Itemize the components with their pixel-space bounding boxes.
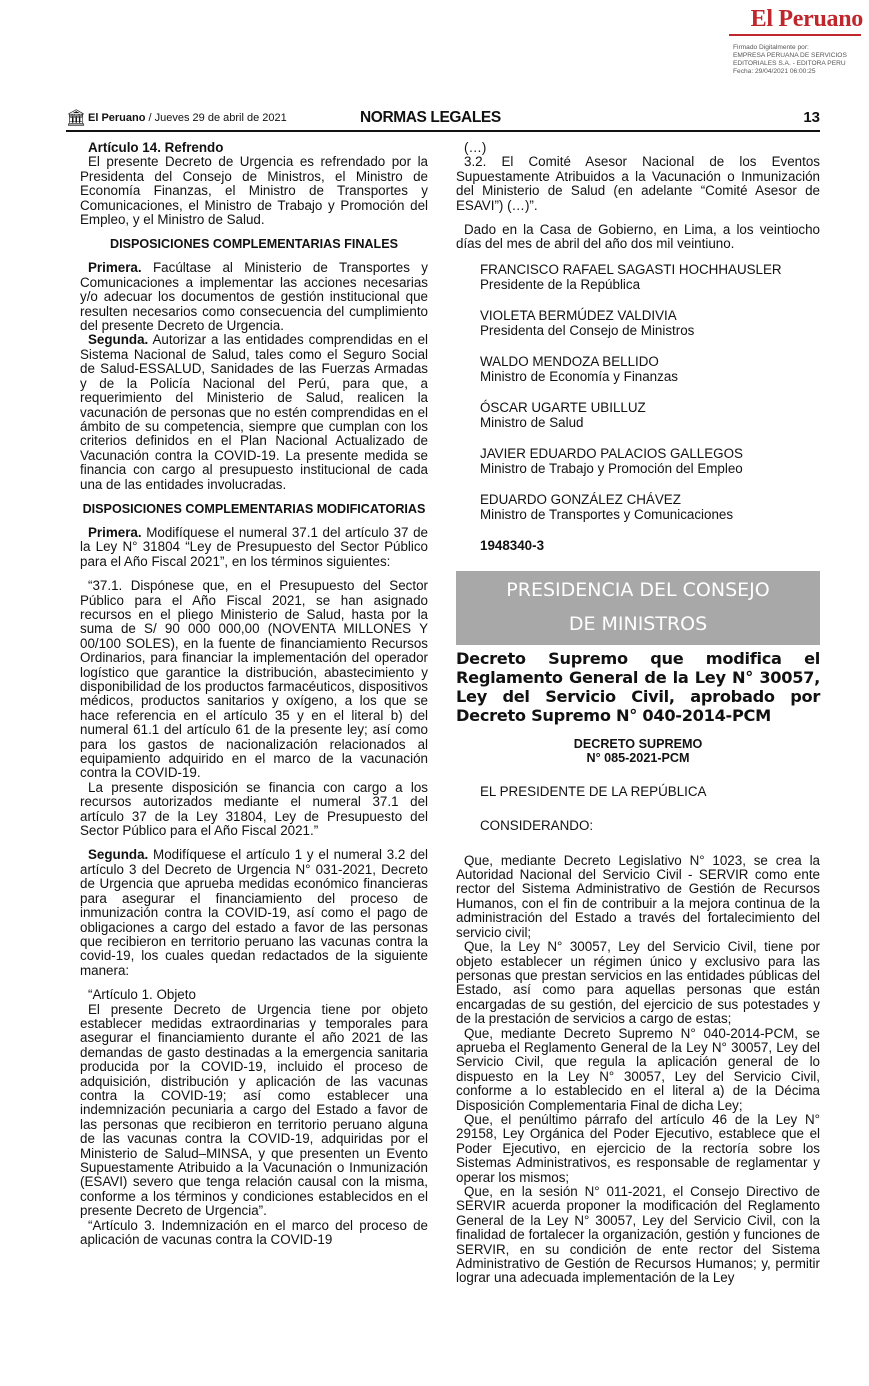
section-banner-line: DE MINISTROS — [568, 612, 708, 635]
considerations-text — [456, 854, 820, 1286]
body-paragraph: El presente Decreto de Urgencia tiene por objeto establecer medidas extraordinarias y temporales para asegurar el financiamiento durante el año 2021 de las demandas de gasto destinadas a la emergencia sanitaria producida por la COVID-19, incluido el proceso de adquisición, distribución y aplicación de las vacunas contra la COVID-19; así como establecer una indemnización pecuniaria a cargo del Estado a favor de las personas que recibieron en territorio peruano alguna de las vacunas contra la COVID-19, adquiridas por el Ministerio de Salud–MINSA, y que presenten un Evento Supuestamente Atribuido a la Vacunación o Inmunización (ESAVI) severo que tenga relación causal con la misma, conforme a los términos y condiciones establecidos en el presente Decreto de Urgencia”. — [80, 1001, 428, 1219]
signatory-role: Presidente de la República — [480, 276, 641, 292]
signatory-name: EDUARDO GONZÁLEZ CHÁVEZ — [480, 491, 681, 507]
signatory — [480, 308, 820, 338]
paragraph-text: Autorizar a las entidades comprendidas en el Sistema Nacional de Salud, tales como el Seguro Social de Salud-ESSALUD, Sanidades de las Fuerzas Armadas y de la Policía Nacional del Perú, para que, a requerimiento del Ministerio de Salud, realicen la vacunación de personas que no estén comprendidas en el ámbito de su competencia, siempre que cumplan con los criterios definidos en el Plan Nacional Actualizado de Vacunación contra la COVID-19. La presente medida se financia con cargo al presupuesto institucional de cada una de las entidades involucradas. — [80, 332, 428, 492]
signatory — [480, 492, 820, 522]
body-paragraph: “37.1. Dispónese que, en el Presupuesto del Sector Público para el Año Fiscal 2021, se han asignado recursos en el pliego Ministerio de Salud, hasta por la suma de S/ 90 000 000,00 (NOVENTA MILLONES Y 00/100 SOLES), en la fuente de financiamiento Recursos Ordinarios, para financiar la implementación del operador logístico que garantice la distribución, abastecimiento y disponibilidad de los productos farmacéuticos, dispositivos médicos, productos sanitarios y oxígeno, a los que se hace referencia en el artículo 35 y en el literal b) del numeral 61.1 del artículo 61 de la presente ley; así como para los gastos de nacionalización relacionados al equipamiento adquirido en el marco de la vacunación contra la COVID-19. — [80, 578, 428, 781]
body-paragraph — [80, 848, 428, 978]
signatory-name: JAVIER EDUARDO PALACIOS GALLEGOS — [480, 445, 743, 461]
body-paragraph: Artículo 14. Refrendo — [88, 140, 224, 155]
section-banner — [456, 571, 820, 645]
body-paragraph — [80, 526, 428, 569]
signatory-name: VIOLETA BERMÚDEZ VALDIVIA — [480, 307, 677, 323]
body-paragraph: La presente disposición se financia con cargo a los recursos autorizados mediante el numeral 37.1 del artículo 37 de la Ley 31804, Ley de Presupuesto del Sector Público para el Año Fiscal 2021.” — [80, 779, 428, 839]
paragraph-lead: Primera. — [88, 260, 142, 276]
signatory — [480, 446, 820, 476]
header-brand: El Peruano — [88, 112, 146, 124]
section-heading: DISPOSICIONES COMPLEMENTARIAS MODIFICATORIAS — [82, 501, 426, 516]
el-peruano-logo: El Peruano — [750, 6, 863, 32]
signatory-role: Ministro de Trabajo y Promoción del Empleo — [480, 460, 743, 476]
signatory — [480, 354, 820, 384]
spacer — [456, 252, 820, 262]
right-top-text — [456, 141, 820, 252]
document-title: Decreto Supremo que modifica el Reglamento General de la Ley N° 30057, Ley del Servicio Civil, aprobado por Decreto Supremo N° 040-2014-PCM — [456, 648, 820, 725]
signature-line: Fecha: 29/04/2021 06:00:25 — [733, 68, 816, 75]
paragraph-lead: Primera. — [88, 524, 142, 540]
body-paragraph — [80, 261, 428, 333]
signatory-role: Ministro de Salud — [480, 414, 584, 430]
page-header — [66, 108, 820, 132]
header-date: / Jueves 29 de abril de 2021 — [148, 112, 287, 124]
signatory — [480, 262, 820, 292]
paragraph-text: Modifíquese el numeral 37.1 del artículo 37 de la Ley N° 31804 “Ley de Presupuesto del Sector Público para el Año Fiscal 2021”, en los términos siguientes: — [80, 524, 428, 569]
paragraph-lead: Segunda. — [88, 847, 149, 863]
president-line: EL PRESIDENTE DE LA REPÚBLICA — [480, 783, 707, 799]
body-paragraph: “Artículo 1. Objeto — [88, 987, 196, 1003]
publication-code: 1948340-3 — [480, 537, 545, 553]
signatory-role: Ministro de Transportes y Comunicaciones — [480, 506, 734, 522]
signatories-list — [456, 262, 820, 522]
signatory — [480, 400, 820, 430]
coat-of-arms-icon: 🏛 — [66, 110, 87, 127]
considerando-heading: CONSIDERANDO: — [480, 818, 594, 834]
signatory-name: WALDO MENDOZA BELLIDO — [480, 353, 659, 369]
signature-line: EMPRESA PERUANA DE SERVICIOS — [733, 52, 847, 59]
body-paragraph — [80, 333, 428, 491]
header-section: NORMAS LEGALES — [360, 109, 501, 126]
signatory-name: FRANCISCO RAFAEL SAGASTI HOCHHAUSLER — [480, 261, 782, 277]
header-publication — [88, 112, 287, 124]
body-paragraph: Que, el penúltimo párrafo del artículo 46 de la Ley N° 29158, Ley Orgánica del Poder Ejecutivo, establece que el Poder Ejecutivo, en ejercicio de la rectoría sobre los Sistemas Administrativos, es responsable de reglamentar y operar los mismos; — [456, 1111, 820, 1185]
body-paragraph: “Artículo 3. Indemnización en el marco del proceso de aplicación de vacunas contra la COVID-19 — [80, 1217, 428, 1248]
paragraph-text: Facúltase al Ministerio de Transportes y Comunicaciones a implementar las acciones necesarias y/o adecuar los documentos de gestión institucional que resulten necesarios como consecuencia del cumplimiento del presente Decreto de Urgencia. — [80, 260, 428, 334]
left-column — [80, 141, 428, 1247]
signatory-role: Ministro de Economía y Finanzas — [480, 368, 678, 384]
signatory-role: Presidenta del Consejo de Ministros — [480, 322, 695, 338]
body-paragraph: (…) — [464, 140, 487, 155]
body-paragraph: Que, mediante Decreto Supremo N° 040-2014-PCM, se aprueba el Reglamento General de la Ley N° 30057, Ley del Servicio Civil, que regula la aplicación general de lo dispuesto en la Ley N° 30057, Ley del Servicio Civil, conforme a lo establecido en el literal a) de la Décima Disposición Complementaria Final de dicha Ley; — [456, 1025, 820, 1113]
signatory-name: ÓSCAR UGARTE UBILLUZ — [480, 399, 646, 415]
body-paragraph: Que, mediante Decreto Legislativo N° 1023, se crea la Autoridad Nacional del Servicio Civil - SERVIR como ente rector del Sistema Administrativo de Gestión de Recursos Humanos, con el fin de contribuir a la mejora continua de la administración del Estado a través del fortalecimiento del servicio civil; — [456, 852, 820, 940]
decree-number: N° 085-2021-PCM — [586, 750, 690, 765]
section-banner-line: PRESIDENCIA DEL CONSEJO — [506, 578, 770, 601]
decree-heading — [456, 737, 820, 765]
paragraph-gap — [80, 492, 428, 502]
body-paragraph: Que, la Ley N° 30057, Ley del Servicio Civil, tiene por objeto establecer un régimen único y exclusivo para las personas que prestan servicios en las entidades públicas del Estado, así como para aquellas personas que están encargadas de su gestión, del ejercicio de sus potestades y de la prestación de servicios a cargo de estas; — [456, 939, 820, 1027]
decree-type: DECRETO SUPREMO — [573, 736, 703, 751]
section-heading: DISPOSICIONES COMPLEMENTARIAS FINALES — [109, 237, 399, 252]
body-paragraph: El presente Decreto de Urgencia es refrendado por la Presidenta del Consejo de Ministros, el Ministro de Economía Finanzas, el Ministro de Transportes y Comunicaciones, el Ministro de Trabajo y Promoción del Empleo, y el Ministro de Salud. — [80, 154, 428, 228]
signature-line: Firmado Digitalmente por: — [733, 44, 809, 51]
paragraph-gap — [80, 227, 428, 237]
page-number: 13 — [803, 109, 820, 126]
paragraph-lead: Segunda. — [88, 332, 149, 348]
body-paragraph: Dado en la Casa de Gobierno, en Lima, a los veintiocho días del mes de abril del año dos mil veintiuno. — [456, 222, 820, 252]
right-column — [456, 141, 820, 1286]
body-paragraph: Que, en la sesión N° 011-2021, el Consejo Directivo de SERVIR acuerda proponer la modificación del Reglamento General de la Ley N° 30057, Ley del Servicio Civil, con la finalidad de fortalecer la organización, gestión y funciones de SERVIR, en su condición de ente rector del Sistema Administrativo de Gestión de Recursos Humanos; y, permitir lograr una adecuada implementación de la Ley — [456, 1184, 820, 1286]
digital-signature — [733, 44, 863, 76]
signature-line: EDITORIALES S.A. - EDITORA PERU — [733, 60, 846, 67]
logo-underline — [729, 34, 861, 36]
paragraph-text: Modifíquese el artículo 1 y el numeral 3.2 del artículo 3 del Decreto de Urgencia N° 031-2021, Decreto de Urgencia que aprueba medidas económico financieras para asegurar el financiamiento del proceso de inmunización contra la COVID-19, así como el pago de obligaciones a cargo del estado a favor de las personas que recibieron en territorio peruano las vacunas contra la covid-19, los cuales quedan redactados de la siguiente manera: — [80, 847, 428, 978]
body-paragraph: 3.2. El Comité Asesor Nacional de los Eventos Supuestamente Atribuidos a la Vacunación o Inmunización del Ministerio de Salud (en adelante “Comité Asesor de ESAVI”) (…)”. — [456, 154, 820, 213]
